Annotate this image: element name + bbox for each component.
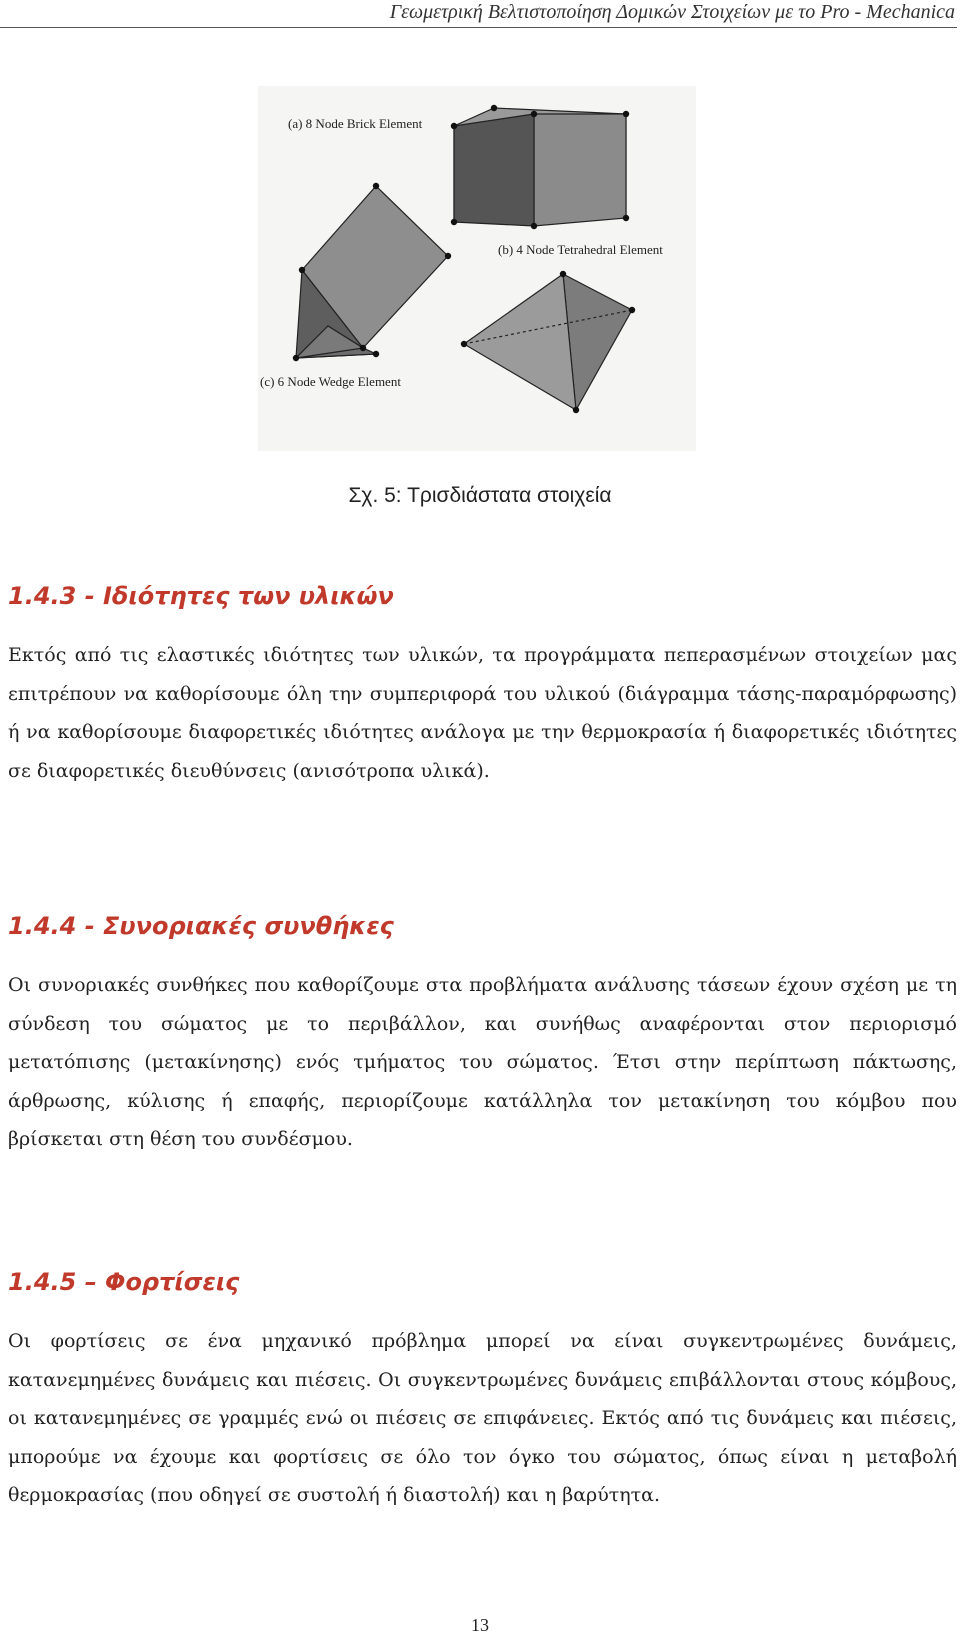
- brick-element-drawing: [451, 105, 629, 229]
- wedge-element-label: (c) 6 Node Wedge Element: [260, 374, 401, 389]
- paragraph-loads: Οι φορτίσεις σε ένα μηχανικό πρόβλημα μπορεί να είναι συγκεντρωμένες δυνάμεις, κατανεμημένες δυνάμεις και πιέσεις. Οι συγκεντρωμένες δυνάμεις επιβάλλονται στους κόμβους, οι κατανεμημένες σε γραμμές ενώ οι πιέσεις σε επιφάνειες. Εκτός από τις δυνάμεις και πιέσεις, μπορούμε να έχουμε και φορτίσεις σε όλο τον όγκο του σώματος, όπως είναι η μεταβολή θερμοκρασίας (που οδηγεί σε συστολή ή διαστολή) και η βαρύτητα.: [8, 1330, 957, 1506]
- heading-material-properties: 1.4.3 - Ιδιότητες των υλικών: [8, 582, 394, 610]
- paragraph-material-properties: Εκτός από τις ελαστικές ιδιότητες των υλικών, τα προγράμματα πεπερασμένων στοιχείων μας επιτρέπουν να καθορίσουμε όλη την συμπεριφορά του υλικού (διάγραμμα τάσης-παραμόρφωσης) ή να καθορίσουμε διαφορετικές ιδιότητες ανάλογα με την θερμοκρασία ή διαφορετικές ιδιότητες σε διαφορετικές διευθύνσεις (ανισότροπα υλικά).: [8, 644, 957, 782]
- running-header-title: Γεωμετρική Βελτιστοποίηση Δομικών Στοιχείων με το Pro - Mechanica: [389, 1, 955, 23]
- page-number: 13: [471, 1615, 489, 1635]
- running-header: [0, 0, 957, 28]
- heading-boundary-conditions: 1.4.4 - Συνοριακές συνθήκες: [8, 912, 394, 940]
- tetra-element-label: (b) 4 Node Tetrahedral Element: [498, 242, 663, 257]
- elements-illustration: [258, 86, 696, 451]
- wedge-element-drawing: [293, 183, 451, 361]
- figure-caption: Σχ. 5: Τρισδιάστατα στοιχεία: [348, 484, 612, 507]
- heading-loads: 1.4.5 – Φορτίσεις: [8, 1268, 240, 1296]
- brick-element-label: (a) 8 Node Brick Element: [288, 116, 423, 131]
- figure-3d-elements: [258, 86, 696, 451]
- tetra-element-drawing: [461, 271, 635, 413]
- paragraph-boundary-conditions: Οι συνοριακές συνθήκες που καθορίζουμε στα προβλήματα ανάλυσης τάσεων έχουν σχέση με τη σύνδεση του σώματος με το περιβάλλον, και συνήθως αναφέρονται στον περιορισμό μετατόπισης (μετακίνησης) ενός τμήματος του σώματος. Έτσι στην περίπτωση πάκτωσης, άρθρωσης, κύλισης ή επαφής, περιορίζουμε κατάλληλα τον μετακίνηση του κόμβου που βρίσκεται στη θέση του συνδέσμου.: [8, 974, 957, 1150]
